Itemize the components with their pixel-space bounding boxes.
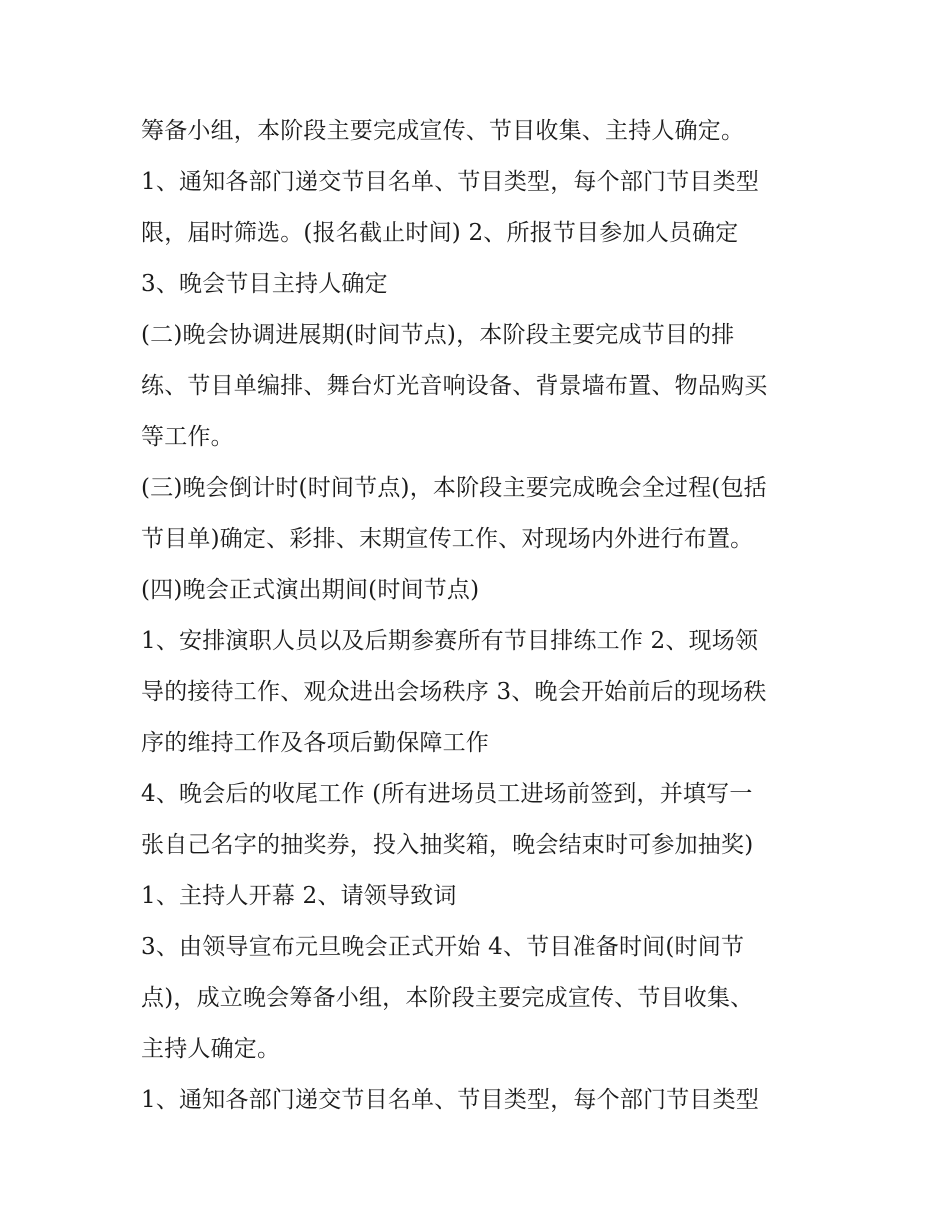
- text-line: 筹备小组，本阶段主要完成宣传、节目收集、主持人确定。: [141, 118, 745, 144]
- text-line: 导的接待工作、观众进出会场秩序 3、晚会开始前后的现场秩: [141, 679, 767, 705]
- text-line: 序的维持工作及各项后勤保障工作: [141, 730, 489, 756]
- text-line: 张自己名字的抽奖券，投入抽奖箱，晚会结束时可参加抽奖): [141, 832, 754, 858]
- text-line: 1、通知各部门递交节目名单、节目类型，每个部门节目类型: [141, 169, 760, 195]
- text-line: 限，届时筛选。(报名截止时间) 2、所报节目参加人员确定: [141, 220, 739, 246]
- text-line: 等工作。: [141, 424, 234, 450]
- text-line: 4、晚会后的收尾工作 (所有进场员工进场前签到，并填写一: [141, 781, 753, 807]
- text-line: 3、晚会节目主持人确定: [141, 271, 388, 297]
- text-line: 点)，成立晚会筹备小组，本阶段主要完成宣传、节目收集、: [141, 985, 754, 1011]
- text-line: (二)晚会协调进展期(时间节点)，本阶段主要完成节目的排: [141, 322, 735, 348]
- text-line: 1、安排演职人员以及后期参赛所有节目排练工作 2、现场领: [141, 628, 759, 654]
- text-line: 1、主持人开幕 2、请领导致词: [141, 883, 457, 909]
- text-line: (三)晚会倒计时(时间节点)，本阶段主要完成晚会全过程(包括: [141, 475, 767, 501]
- text-line: 3、由领导宣布元旦晚会正式开始 4、节目准备时间(时间节: [141, 934, 745, 960]
- text-line: 练、节目单编排、舞台灯光音响设备、背景墙布置、物品购买: [141, 373, 768, 399]
- text-line: 主持人确定。: [141, 1036, 281, 1062]
- document-body: [141, 106, 841, 1126]
- text-line: (四)晚会正式演出期间(时间节点): [141, 577, 480, 603]
- text-line: 1、通知各部门递交节目名单、节目类型，每个部门节目类型: [141, 1087, 760, 1113]
- text-line: 节目单)确定、彩排、末期宣传工作、对现场内外进行布置。: [141, 526, 754, 552]
